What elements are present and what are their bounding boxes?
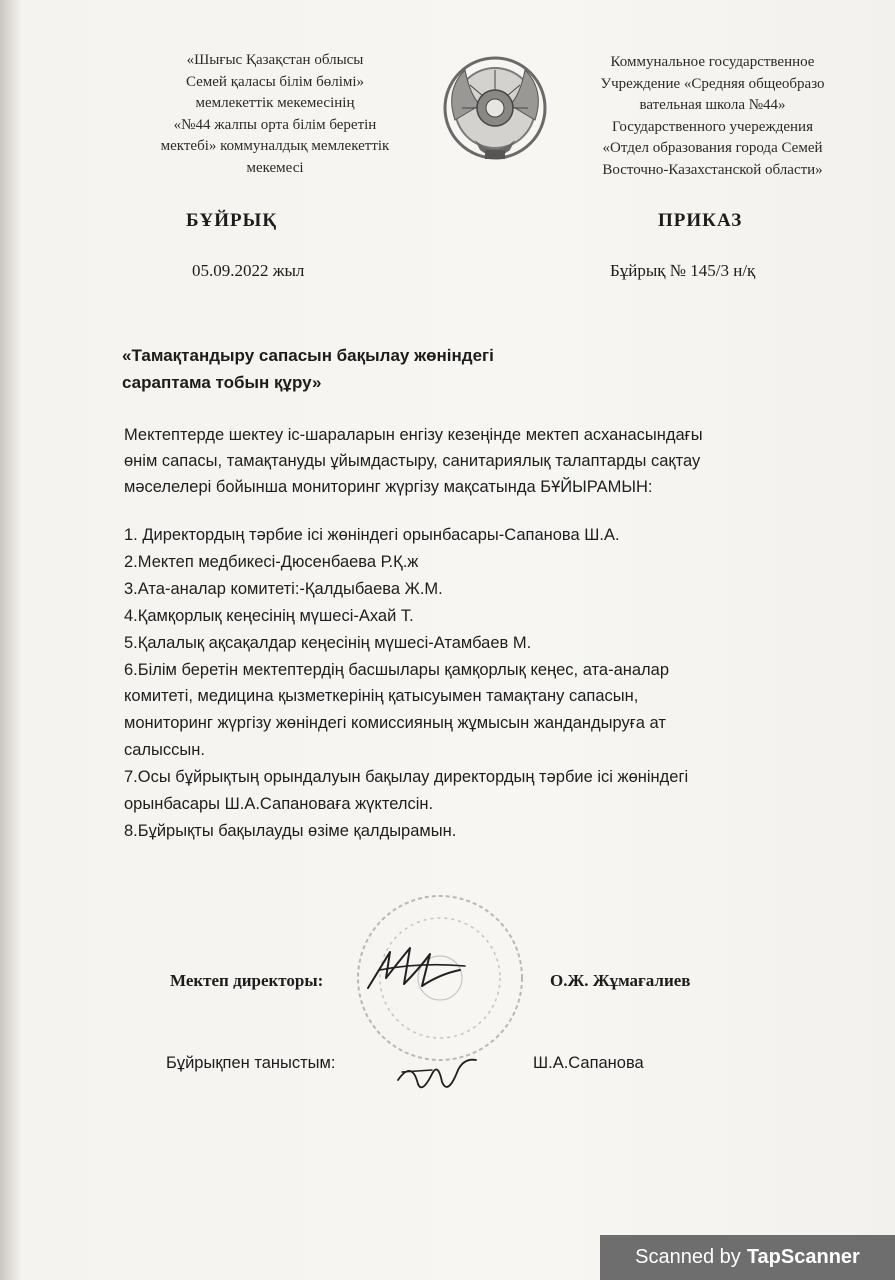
item-line: 7.Осы бұйрықтың орындалуын бақылау директордың тәрбие ісі жөніндегі [124, 768, 689, 787]
header-right-line: Учреждение «Средняя общеобразо [600, 75, 825, 92]
item-line: 5.Қалалық ақсақалдар кеңесінің мүшесі-Атамбаев М. [124, 633, 532, 652]
header-left-line: Семей қаласы білім бөлімі» [185, 73, 365, 90]
header-left-line: «Шығыс Қазақстан облысы [186, 52, 364, 68]
watermark-brand: TapScanner [746, 1246, 860, 1268]
header-right-line: «Отдел образования города Семей [602, 140, 823, 156]
order-number: Бұйрық № 145/3 н/қ [610, 261, 756, 280]
subject-line: сараптама тобын құру» [122, 373, 322, 392]
state-emblem-icon [440, 50, 550, 165]
header-right-line: вательная школа №44» [639, 97, 786, 113]
order-subject [122, 342, 494, 396]
item-line: 1. Директордың тәрбие ісі жөніндегі орынбасары-Сапанова Ш.А. [124, 526, 620, 544]
watermark-prefix: Scanned by [635, 1246, 741, 1268]
preamble-line: мәселелері бойынша мониторинг жүргізу мақсатында БҰЙЫРАМЫН: [124, 478, 653, 496]
header-kazakh-institution [130, 50, 420, 179]
item-line: 8.Бұйрықты бақылауды өзіме қалдырамын. [124, 821, 457, 840]
acknowledgment-label: Бұйрықпен таныстым: [166, 1054, 336, 1072]
order-items [124, 522, 824, 845]
acknowledgment-name: Ш.А.Сапанова [533, 1054, 644, 1072]
director-signature-icon [360, 940, 470, 1000]
order-preamble [124, 422, 824, 500]
item-line: комитеті, медицина қызметкерінің қатысуымен тамақтану сапасын, [124, 687, 639, 706]
header-left-line: мектебі» коммуналдық мемлекеттік [160, 138, 390, 154]
header-right-line: Коммунальное государственное [610, 54, 815, 70]
item-line: мониторинг жүргізу жөніндегі комиссияның жұмысын жандандыруға ат [124, 714, 666, 733]
order-title-kazakh: БҰЙРЫҚ [186, 210, 278, 231]
preamble-line: Мектептерде шектеу іс-шараларын енгізу кезеңінде мектеп асханасындағы [124, 426, 703, 444]
header-left-line: «№44 жалпы орта білім беретін [173, 116, 377, 133]
item-line: 2.Мектеп медбикесі-Дюсенбаева Р.Қ.ж [124, 552, 419, 571]
order-title-russian: ПРИКАЗ [658, 210, 743, 231]
item-line: 6.Білім беретін мектептердің басшылары қамқорлық кеңес, ата-аналар [124, 660, 670, 679]
order-date: 05.09.2022 жыл [192, 261, 305, 280]
item-line: 4.Қамқорлық кеңесінің мүшесі-Ахай Т. [124, 606, 414, 625]
header-right-line: Восточно-Казахстанской области» [602, 161, 823, 178]
header-left-line: мекемесі [246, 159, 304, 176]
item-line: орынбасары Ш.А.Сапановаға жүктелсін. [124, 795, 434, 814]
acknowledgment-signature-icon [392, 1050, 482, 1100]
director-name: О.Ж. Жұмағалиев [550, 971, 691, 990]
director-label: Мектеп директоры: [170, 971, 324, 990]
subject-line: «Тамақтандыру сапасын бақылау жөніндегі [122, 346, 494, 365]
item-line: салыссын. [124, 741, 205, 760]
header-russian-institution [565, 52, 860, 181]
header-left-line: мемлекеттік мекемесінің [195, 95, 355, 111]
scanner-watermark [600, 1235, 895, 1280]
preamble-line: өнім сапасы, тамақтануды ұйымдастыру, санитариялық талаптарды сақтау [124, 452, 701, 470]
item-line: 3.Ата-аналар комитеті:-Қалдыбаева Ж.М. [124, 579, 443, 598]
header-right-line: Государственного учереждения [612, 118, 813, 135]
